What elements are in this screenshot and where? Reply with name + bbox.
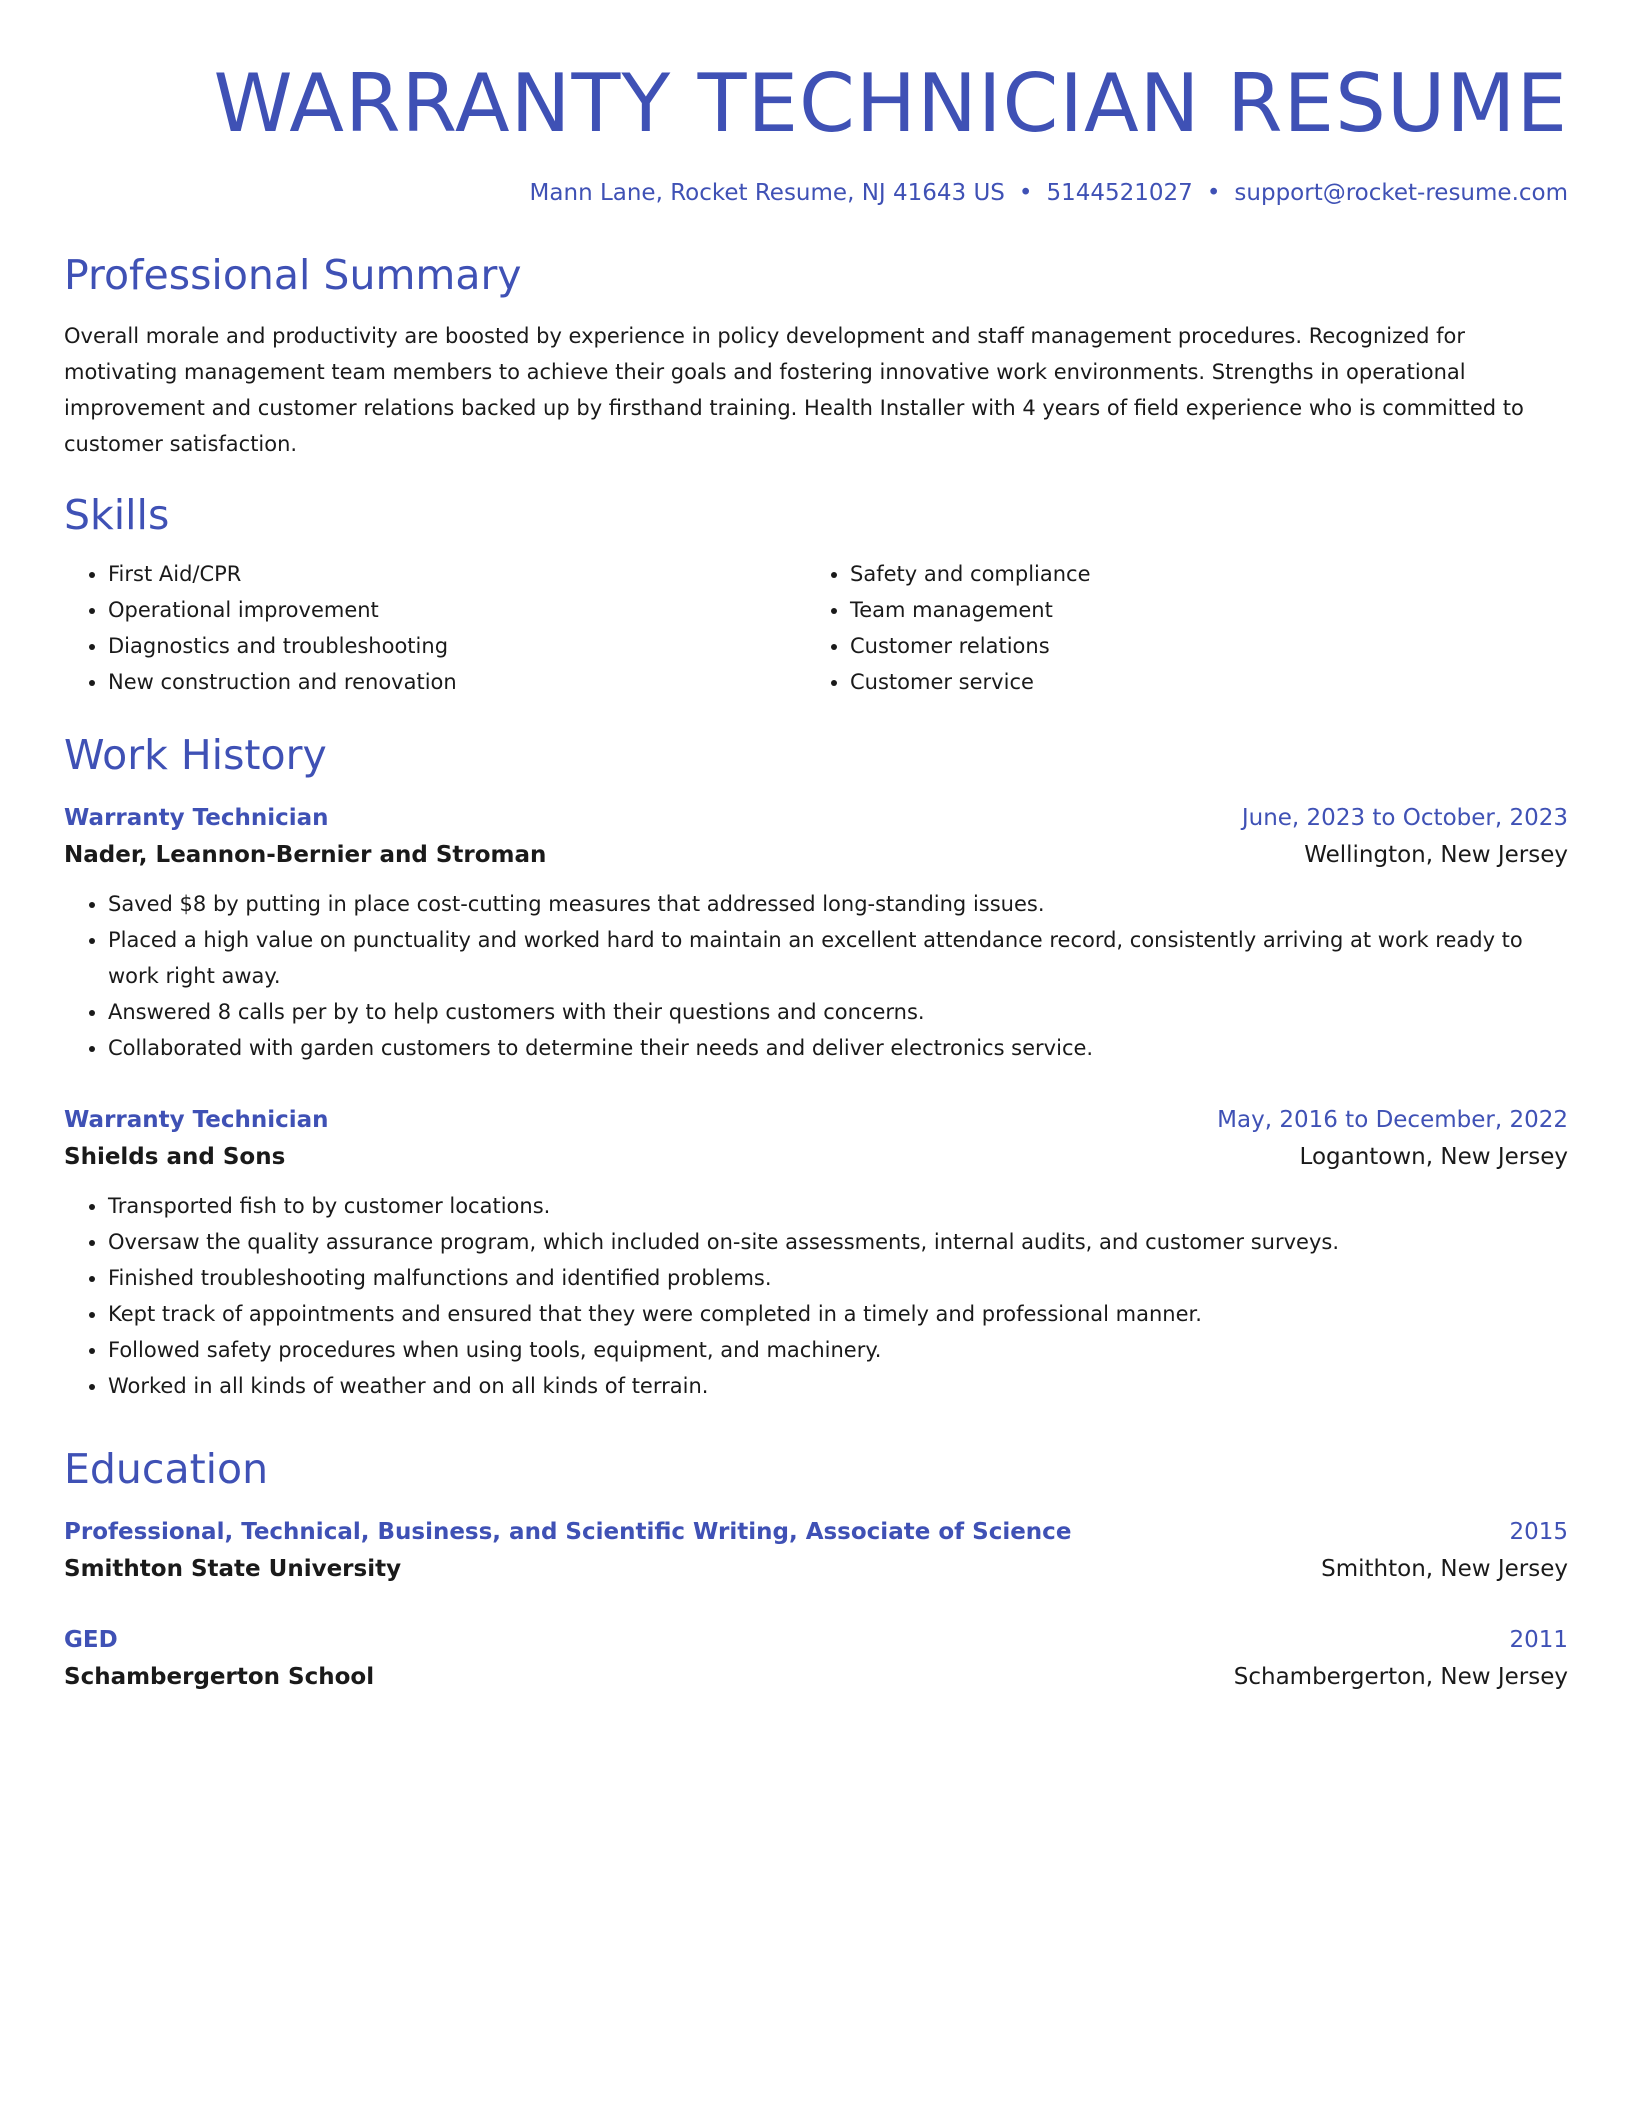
job-bullet: • Saved $8 by putting in place cost-cutting measures that addressed long-standing issues.: [108, 886, 1568, 922]
job-bullet: • Transported fish to by customer locations.: [108, 1188, 1568, 1224]
skill-item: • New construction and renovation: [108, 664, 806, 700]
summary-heading: Professional Summary: [64, 251, 522, 299]
job-bullet: • Placed a high value on punctuality and worked hard to maintain an excellent attendance record, consistently arriving at work ready to work right away.: [108, 922, 1568, 994]
job-location: Logantown, New Jersey: [1299, 1144, 1568, 1170]
education-location: Smithton, New Jersey: [1321, 1556, 1568, 1582]
education-degree: Professional, Technical, Business, and Scientific Writing, Associate of Science: [64, 1519, 1072, 1545]
contact-phone: 5144521027: [1046, 180, 1193, 206]
education-school-row: [64, 1550, 1568, 1588]
job-dates: May, 2016 to December, 2022: [1217, 1107, 1568, 1133]
skill-item: • Customer relations: [850, 628, 1548, 664]
education-entry: [64, 1514, 1568, 1588]
contact-address: Mann Lane, Rocket Resume, NJ 41643 US: [529, 180, 1005, 206]
job-org-row: [64, 836, 1568, 874]
job-bullet: • Followed safety procedures when using tools, equipment, and machinery.: [108, 1332, 1568, 1368]
job-company: Shields and Sons: [64, 1144, 286, 1170]
job-bullet: • Answered 8 calls per by to help customers with their questions and concerns.: [108, 994, 1568, 1030]
education-header-row: [64, 1622, 1568, 1658]
education-header-row: [64, 1514, 1568, 1550]
job-title: Warranty Technician: [64, 1107, 329, 1133]
job-bullet: • Kept track of appointments and ensured that they were completed in a timely and professional manner.: [108, 1296, 1568, 1332]
education-heading: Education: [64, 1445, 269, 1493]
education-school: Schambergerton School: [64, 1664, 375, 1690]
skills-list-right: [806, 556, 1548, 700]
contact-email: support@rocket-resume.com: [1234, 180, 1568, 206]
work-history-heading: Work History: [64, 731, 327, 779]
job-dates: June, 2023 to October, 2023: [1241, 805, 1568, 831]
job-entry: [64, 800, 1568, 1066]
skill-item: • Customer service: [850, 664, 1548, 700]
education-school: Smithton State University: [64, 1556, 402, 1582]
job-bullet: • Worked in all kinds of weather and on all kinds of terrain.: [108, 1368, 1568, 1404]
job-bullet: • Collaborated with garden customers to determine their needs and deliver electronics service.: [108, 1030, 1568, 1066]
job-header-row: [64, 800, 1568, 836]
skill-item: • Team management: [850, 592, 1548, 628]
education-entry: [64, 1622, 1568, 1696]
skill-item: • First Aid/CPR: [108, 556, 806, 592]
skill-item: • Operational improvement: [108, 592, 806, 628]
skill-item: • Diagnostics and troubleshooting: [108, 628, 806, 664]
job-bullets: [64, 886, 1568, 1066]
job-bullet: • Oversaw the quality assurance program, which included on-site assessments, internal audits, and customer surveys.: [108, 1224, 1568, 1260]
job-bullets: [64, 1188, 1568, 1404]
education-degree: GED: [64, 1627, 118, 1653]
contact-separator: •: [1206, 180, 1221, 206]
skills-heading: Skills: [64, 491, 170, 539]
contact-separator: •: [1018, 180, 1033, 206]
job-header-row: [64, 1102, 1568, 1138]
contact-line: [64, 178, 1568, 208]
job-company: Nader, Leannon-Bernier and Stroman: [64, 842, 547, 868]
education-school-row: [64, 1658, 1568, 1696]
resume-title: WARRANTY TECHNICIAN RESUME: [213, 57, 1568, 150]
job-title: Warranty Technician: [64, 805, 329, 831]
education-year: 2015: [1509, 1519, 1568, 1545]
education-year: 2011: [1509, 1627, 1568, 1653]
education-location: Schambergerton, New Jersey: [1233, 1664, 1568, 1690]
job-bullet: • Finished troubleshooting malfunctions and identified problems.: [108, 1260, 1568, 1296]
job-org-row: [64, 1138, 1568, 1176]
skills-grid: [64, 556, 1568, 700]
summary-text: Overall morale and productivity are boosted by experience in policy development and staff management procedures. Recognized for motivating management team members to achieve their goals and fostering innovative work environments. Strengths in operational improvement and customer relations backed up by firsthand training. Health Installer with 4 years of field experience who is committed to customer satisfaction.: [64, 324, 1524, 456]
job-entry: [64, 1102, 1568, 1404]
skill-item: • Safety and compliance: [850, 556, 1548, 592]
job-location: Wellington, New Jersey: [1304, 842, 1568, 868]
skills-list-left: [64, 556, 806, 700]
